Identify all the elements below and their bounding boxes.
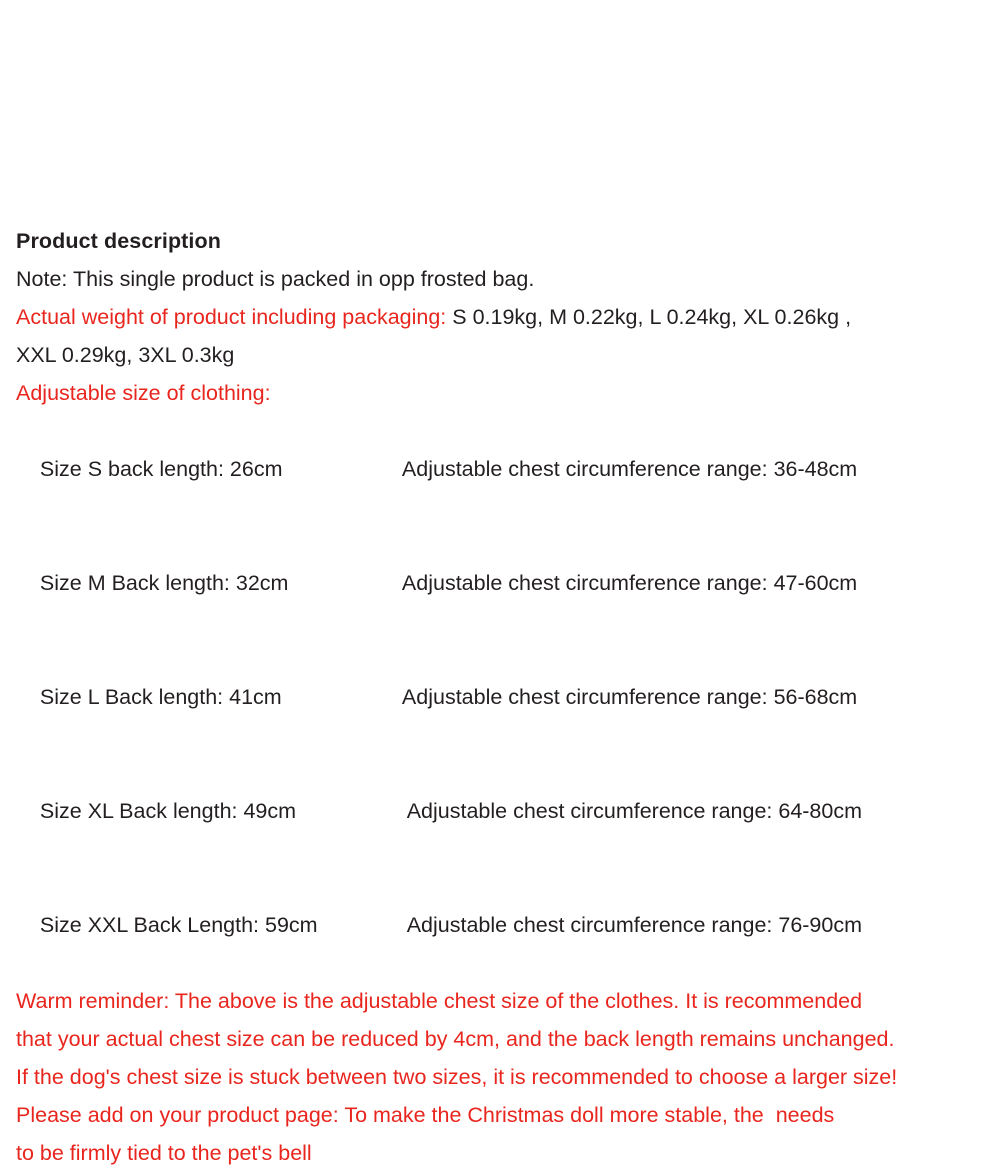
size-row bbox=[16, 412, 985, 526]
warm-reminder-line: Warm reminder: The above is the adjustable chest size of the clothes. It is recommended bbox=[16, 989, 863, 1013]
actual-weight-label: Actual weight of product including packaging: bbox=[16, 305, 447, 329]
size-back-length: Size S back length: 26cm bbox=[39, 457, 283, 481]
warm-reminder-line: that your actual chest size can be reduced by 4cm, and the back length remains unchanged. bbox=[16, 1027, 895, 1051]
size-chest-range: Adjustable chest circumference range: 47-60cm bbox=[401, 571, 858, 595]
warm-reminder-line: If the dog's chest size is stuck between two sizes, it is recommended to choose a larger size! bbox=[16, 1065, 898, 1089]
size-row bbox=[16, 754, 985, 868]
size-back-length: Size L Back length: 41cm bbox=[39, 685, 282, 709]
actual-weight-values-1: S 0.19kg, M 0.22kg, L 0.24kg, XL 0.26kg , bbox=[446, 305, 852, 329]
size-chest-range: Adjustable chest circumference range: 64-80cm bbox=[401, 799, 863, 823]
size-back-length: Size XXL Back Length: 59cm bbox=[39, 913, 318, 937]
warm-reminder-line: to be firmly tied to the pet's bell bbox=[16, 1141, 312, 1165]
size-chest-range: Adjustable chest circumference range: 76-90cm bbox=[401, 913, 863, 937]
packaging-note: Note: This single product is packed in opp frosted bag. bbox=[16, 267, 535, 291]
adjustable-size-heading: Adjustable size of clothing: bbox=[16, 381, 271, 405]
size-chest-range: Adjustable chest circumference range: 36-48cm bbox=[401, 457, 858, 481]
actual-weight-line-2: XXL 0.29kg, 3XL 0.3kg bbox=[16, 343, 235, 367]
size-row bbox=[16, 868, 985, 982]
page-title: Product description bbox=[16, 229, 221, 253]
size-back-length: Size M Back length: 32cm bbox=[39, 571, 289, 595]
size-row bbox=[16, 526, 985, 640]
size-chest-range: Adjustable chest circumference range: 56-68cm bbox=[401, 685, 858, 709]
size-back-length: Size XL Back length: 49cm bbox=[39, 799, 297, 823]
size-row bbox=[16, 640, 985, 754]
actual-weight-line-1 bbox=[16, 298, 985, 336]
warm-reminder-line: Please add on your product page: To make the Christmas doll more stable, the needs bbox=[16, 1103, 835, 1127]
